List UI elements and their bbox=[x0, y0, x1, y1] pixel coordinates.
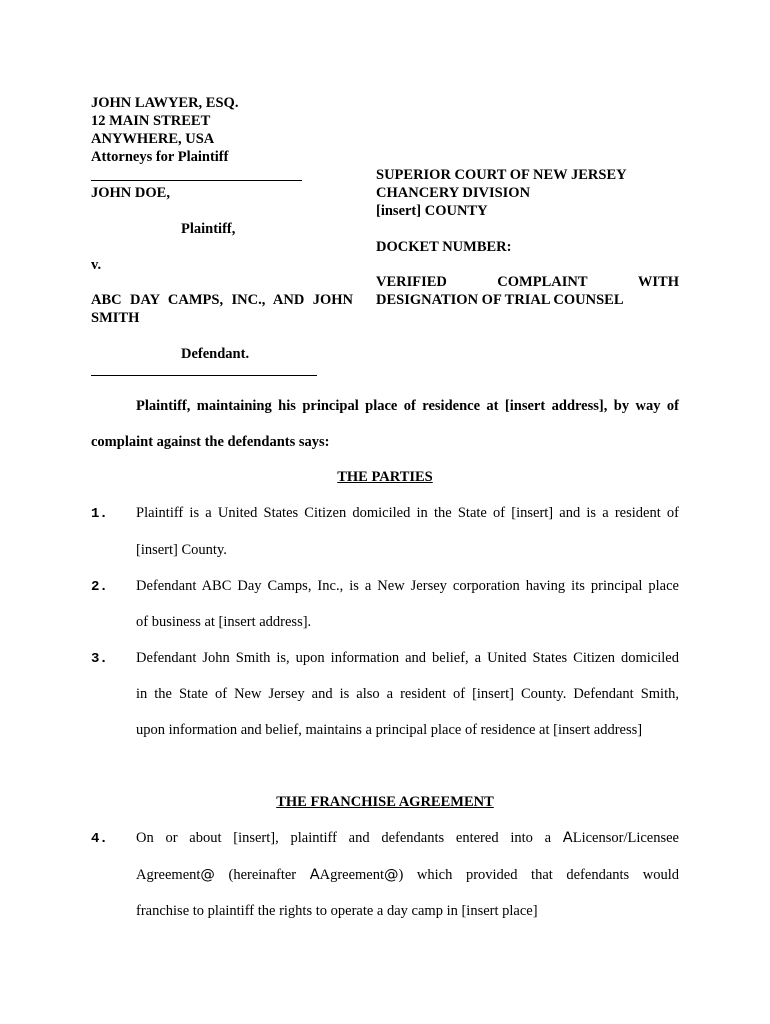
defendants-line-1: ABC DAY CAMPS, INC., AND JOHN bbox=[91, 292, 353, 308]
attorney-name: JOHN LAWYER, ESQ. bbox=[91, 95, 239, 111]
paragraph-3-line-1: Defendant John Smith is, upon information and belief, a United States Citizen domiciled bbox=[136, 650, 679, 666]
paragraph-2-line-1: Defendant ABC Day Camps, Inc., is a New Jersey corporation having its principal place bbox=[136, 578, 679, 594]
court-block bbox=[376, 166, 627, 220]
complaint-title-word: WITH bbox=[637, 274, 679, 290]
paragraph-3-line-2: in the State of New Jersey and is also a resident of [insert] County. Defendant Smith, bbox=[136, 686, 679, 702]
paragraph-1-line-2: [insert] County. bbox=[136, 542, 227, 558]
close-quote-glyph: @ bbox=[384, 867, 399, 883]
intro-line-2: complaint against the defendants says: bbox=[91, 434, 330, 450]
paragraph-2-line-2: of business at [insert address]. bbox=[136, 614, 312, 630]
section-heading-franchise: THE FRANCHISE AGREEMENT bbox=[276, 794, 494, 810]
paragraph-4-text: On or about [insert], plaintiff and defendants entered into a bbox=[136, 830, 563, 846]
intro-line-1: Plaintiff, maintaining his principal place of residence at [insert address], by way of bbox=[136, 398, 679, 414]
plaintiff-name: JOHN DOE, bbox=[91, 185, 170, 201]
paragraph-4-text: (hereinafter bbox=[214, 867, 310, 883]
defendants-names bbox=[91, 291, 353, 327]
paragraph-number: 1. bbox=[91, 506, 108, 522]
court-name: SUPERIOR COURT OF NEW JERSEY bbox=[376, 167, 627, 183]
paragraph-4-text: Licensor/Licensee bbox=[572, 830, 679, 846]
paragraph-number: 3. bbox=[91, 651, 108, 667]
paragraph-4-text: Agreement bbox=[136, 867, 201, 883]
paragraph-4-text: Agreement bbox=[319, 867, 385, 883]
attorney-role: Attorneys for Plaintiff bbox=[91, 149, 229, 165]
close-quote-glyph: @ bbox=[200, 867, 215, 883]
versus-label: v. bbox=[91, 257, 102, 273]
defendants-line-2: SMITH bbox=[91, 310, 140, 326]
plaintiff-label: Plaintiff, bbox=[181, 221, 236, 237]
paragraph-4-text: ) which provided that defendants would bbox=[398, 867, 679, 883]
docket-number-label: DOCKET NUMBER: bbox=[376, 239, 512, 255]
attorney-street: 12 MAIN STREET bbox=[91, 113, 211, 129]
complaint-title-word: VERIFIED bbox=[376, 274, 447, 290]
paragraph-1-line-1: Plaintiff is a United States Citizen domiciled in the State of [insert] and is a resident of bbox=[136, 505, 679, 521]
paragraph-4-line-2 bbox=[136, 867, 679, 884]
caption-top-rule bbox=[91, 180, 302, 181]
paragraph-number: 2. bbox=[91, 579, 108, 595]
defendant-label: Defendant. bbox=[181, 346, 250, 362]
court-county: [insert] COUNTY bbox=[376, 203, 488, 219]
open-quote-glyph: A bbox=[309, 867, 320, 883]
attorney-block bbox=[91, 94, 238, 166]
complaint-title bbox=[376, 273, 679, 309]
complaint-title-word: COMPLAINT bbox=[497, 274, 588, 290]
caption-bottom-rule bbox=[91, 375, 317, 376]
complaint-title-line-1 bbox=[376, 273, 679, 291]
paragraph-4-line-3: franchise to plaintiff the rights to operate a day camp in [insert place] bbox=[136, 903, 538, 919]
open-quote-glyph: A bbox=[562, 830, 573, 846]
section-heading-parties: THE PARTIES bbox=[337, 469, 433, 485]
attorney-city: ANYWHERE, USA bbox=[91, 131, 215, 147]
complaint-title-line-2: DESIGNATION OF TRIAL COUNSEL bbox=[376, 292, 624, 308]
court-division: CHANCERY DIVISION bbox=[376, 185, 531, 201]
paragraph-4-line-1 bbox=[136, 830, 679, 847]
paragraph-number: 4. bbox=[91, 831, 108, 847]
paragraph-3-line-3: upon information and belief, maintains a principal place of residence at [insert address] bbox=[136, 722, 643, 738]
